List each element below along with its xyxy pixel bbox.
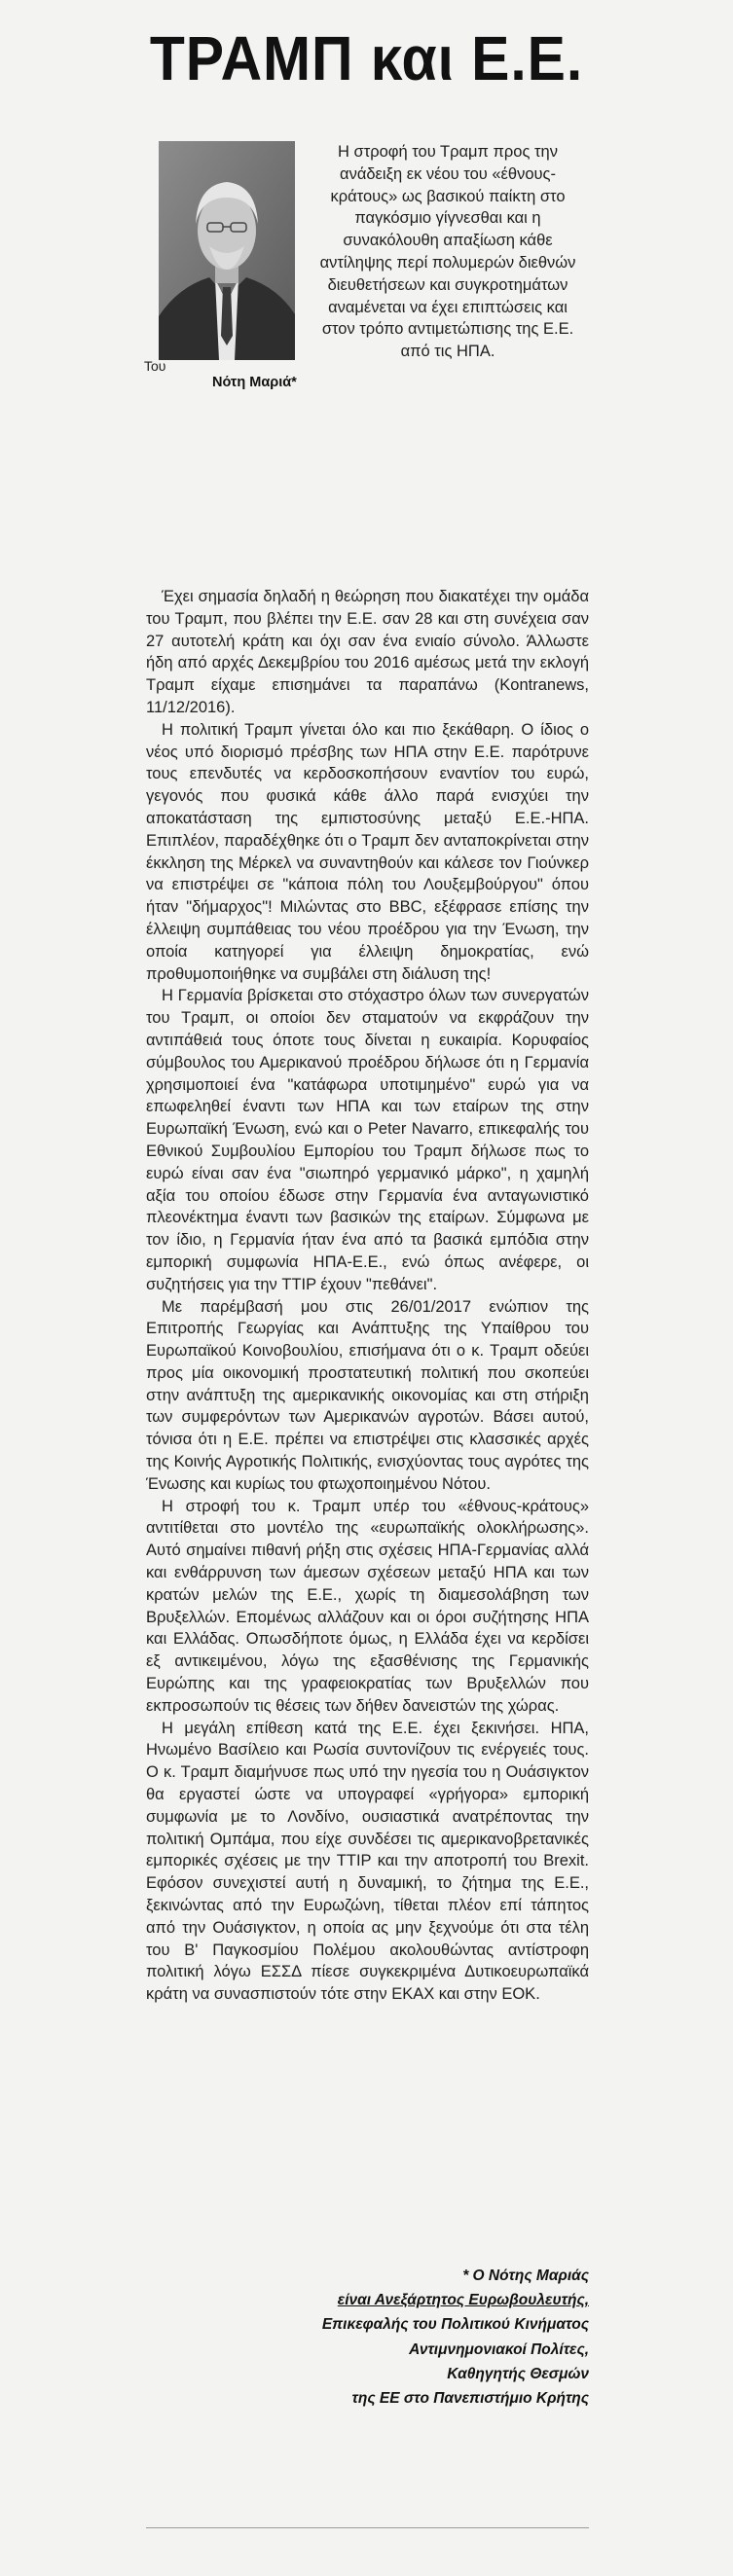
bottom-divider xyxy=(146,2527,589,2528)
body-paragraph: Η πολιτική Τραμπ γίνεται όλο και πιο ξεκάθαρη. Ο ίδιος ο νέος υπό διορισμό πρέσβης των ΗΠΑ στην Ε.Ε. παρότρυνε τους επενδυτές να κερδοσκοπήσουν εναντίον του ευρώ, γεγονός που φυσικά κάθε άλλο παρά ενισχύει την αποκατάσταση της εμπιστοσύνης μεταξύ Ε.Ε.-ΗΠΑ. Επιπλέον, παραδέχθηκε ότι ο Τραμπ δεν ανταποκρίνεται στην έκκληση της Μέρκελ να συναντηθούν και κάλεσε τον Γιούνκερ να επιστρέψει σε "κάποια πόλη του Λουξεμβούργου" όπου ήταν "δήμαρχος"! Μιλώντας στο BBC, εξέφρασε επίσης την έλλειψη συμπάθειας του νέου προέδρου για την Ένωση, την οποία κατηγορεί για έλλειψη δημοκρατίας, ενώ προθυμοποιήθηκε να συμβάλει στη διάλυση της! xyxy=(146,720,589,983)
author-name: Νότη Μαριά* xyxy=(212,375,297,390)
body-paragraph: Με παρέμβασή μου στις 26/01/2017 ενώπιον της Επιτροπής Γεωργίας και Ανάπτυξης της Υπαίθρου του Ευρωπαϊκού Κοινοβουλίου, επισήμανα ότι ο κ. Τραμπ οδεύει προς μία οικονομική προστατευτική πολιτική που σκοπεύει στην ανάπτυξη της αμερικανικής οικονομίας και στη στήριξη των συμφερόντων των Αμερικανών αγροτών. Βάσει αυτού, τόνισα ότι η Ε.Ε. πρέπει να επιστρέψει στις κλασσικές αρχές της Κοινής Αγροτικής Πολιτικής, ενισχύοντας τους αγρότες της Ένωσης και κυρίως του φτωχοποιημένου Νότου. xyxy=(146,1297,589,1493)
signature-line: Καθηγητής Θεσμών xyxy=(447,2365,589,2382)
author-photo-box xyxy=(144,141,297,390)
signature-line: είναι Ανεξάρτητος Ευρωβουλευτής, xyxy=(337,2292,589,2309)
body-paragraph: Η μεγάλη επίθεση κατά της Ε.Ε. έχει ξεκινήσει. ΗΠΑ, Ηνωμένο Βασίλειο και Ρωσία συντονίζουν τις ενέργειές τους. Ο κ. Τραμπ διαμήνυσε πως υπό την ηγεσία του η Ουάσιγκτον θα εργαστεί ώστε να υπογραφεί «γρήγορα» εμπορική συμφωνία με το Λονδίνο, ουσιαστικά ανατρέποντας την πολιτική Ομπάμα, που είχε συνδέσει τις αμερικανοβρετανικές εμπορικές σχέσεις με την TTIP και την αποτροπή του Brexit. Εφόσον συνεχιστεί αυτή η δυναμική, το ζήτημα της Ε.Ε., ξεκινώντας από την Ευρωζώνη, τίθεται πλέον επί τάπητος από την Ουάσιγκτον, η οποία ας μην ξεχνούμε ότι στα τέλη του Β' Παγκοσμίου Πολέμου ακολουθώντας αντίστροφη πολιτική λόγω ΕΣΣΔ πίεσε συγκεκριμένα Δυτικοευρωπαϊκά κράτη να συνασπιστούν τότε στην ΕΚΑΧ και στην ΕΟΚ. xyxy=(146,1719,589,2004)
article-body xyxy=(146,586,589,2006)
body-paragraph: Η στροφή του κ. Τραμπ υπέρ του «έθνους-κράτους» αντιτίθεται στο μοντέλο της «ευρωπαϊκής ολοκλήρωσης». Αυτό σημαίνει πιθανή ρήξη στις σχέσεις ΗΠΑ-Γερμανίας αλλά και ενθάρρυνση των άμεσων σχέσεων μεταξύ ΗΠΑ και των κρατών μελών της Ε.Ε., χωρίς τη διαμεσολάβηση των Βρυξελλών. Επομένως αλλάζουν και οι όροι συζήτησης ΗΠΑ και Ελλάδας. Οπωσδήποτε όμως, η Ελλάδα έχει να κερδίσει εξ αντικειμένου, λόγω της εξασθένισης της Γερμανικής Ευρώπης και της γραφειοκρατίας των Βρυξελλών που εκπροσωπούν τις θέσεις των δήθεν δανειστών της χώρας. xyxy=(146,1497,589,1715)
signature-line: * Ο Νότης Μαριάς xyxy=(462,2268,589,2284)
body-paragraph: Η Γερμανία βρίσκεται στο στόχαστρο όλων των συνεργατών του Τραμπ, οι οποίοι δεν σταματούν να εκφράζουν την αντιπάθειά τους όποτε τους δίνεται η ευκαιρία. Κορυφαίος σύμβουλος του Αμερικανού προέδρου δήλωσε ότι η Γερμανία χρησιμοποιεί ένα "κατάφωρα υποτιμημένο" ευρώ για να επωφεληθεί έναντι των ΗΠΑ και των εταίρων της στην Ευρωπαϊκή Ένωση, ενώ και ο Peter Navarro, επικεφαλής του Εθνικού Συμβουλίου Εμπορίου του Τραμπ δήλωσε πως το ευρώ είναι σαν ένα "σιωπηρό γερμανικό μάρκο", η χαμηλή αξία του οποίου έδωσε στην Γερμανία ένα ανταγωνιστικό πλεονέκτημα έναντι των βασικών της εταίρων. Σύμφωνα με τον ίδιο, η Γερμανία ήταν ένα από τα βασικά εμπόδια στην εμπορική συμφωνία ΗΠΑ-Ε.Ε., ενώ όπως ανέφερε, οι συζητήσεις για την TTIP έχουν "πεθάνει". xyxy=(146,987,589,1293)
intro-paragraph: Η στροφή του Τραμπ προς την ανάδειξη εκ νέου του «έθνους-κράτους» ως βασικού παίκτη στο παγκόσμιο γίγνεσθαι και η συνακόλουθη απαξίωση κάθε αντίληψης περί πολυμερών διεθνών διευθετήσεων και συγκροτημάτων αναμένεται να έχει επιπτώσεις και στον τρόπο αντιμετώπισης της Ε.Ε. από τις ΗΠΑ. xyxy=(319,143,576,361)
signature-line: Επικεφαλής του Πολιτικού Κινήματος xyxy=(321,2316,589,2334)
signature-line: Αντιμνημονιακοί Πολίτες, xyxy=(409,2340,589,2358)
article-title: ΤΡΑΜΠ και Ε.Ε. xyxy=(149,23,584,93)
author-portrait-image xyxy=(159,141,295,360)
author-photo xyxy=(159,141,295,360)
signature-line: της ΕΕ στο Πανεπιστήμιο Κρήτης xyxy=(351,2390,589,2408)
author-prefix: Του xyxy=(144,358,166,374)
body-paragraph: Έχει σημασία δηλαδή η θεώρηση που διακατέχει την ομάδα του Τραμπ, που βλέπει την Ε.Ε. σαν 28 και στη συνέχεια σαν 27 αυτοτελή κράτη και όχι σαν ένα ενιαίο σύνολο. Άλλωστε ήδη από αρχές Δεκεμβρίου του 2016 αμέσως μετά την εκλογή Τραμπ είχαμε επισημάνει τα παραπάνω (Kontranews, 11/12/2016). xyxy=(146,588,589,716)
author-signature xyxy=(263,2264,589,2411)
